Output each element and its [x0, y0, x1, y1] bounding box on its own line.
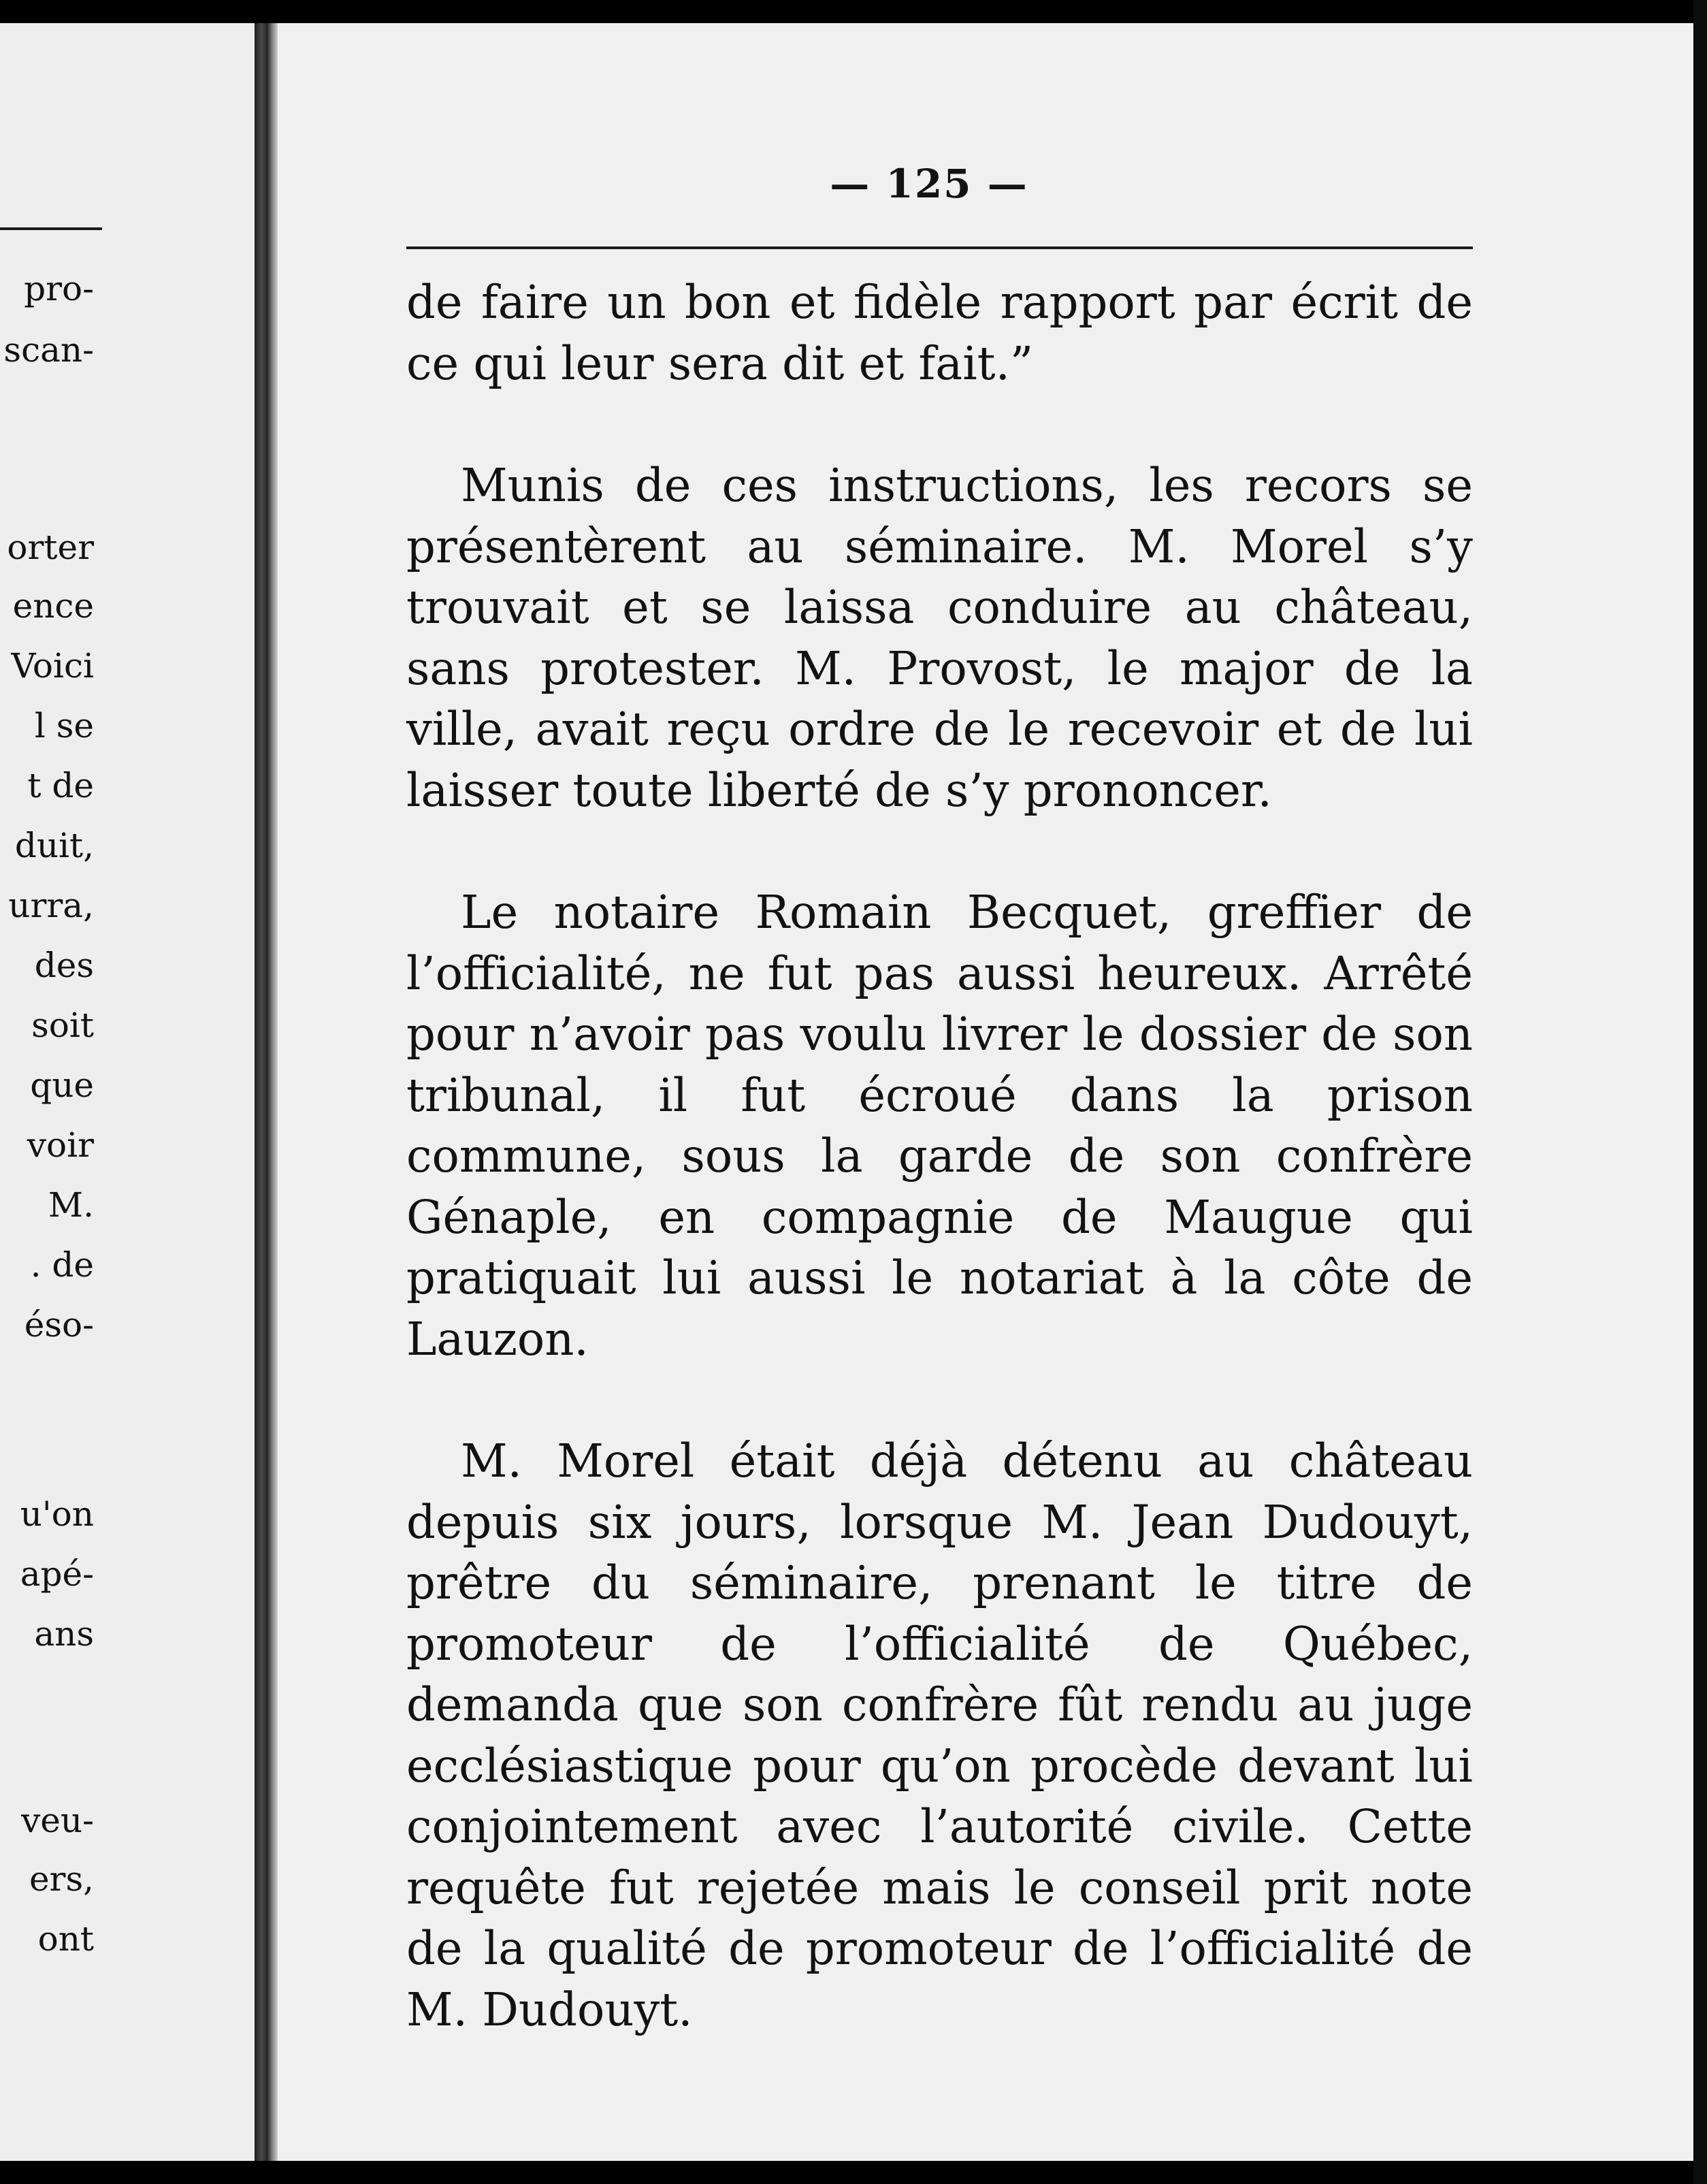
left-page-rule	[0, 227, 102, 230]
left-fragment: ans	[34, 1614, 94, 1654]
left-fragment: ers,	[29, 1859, 94, 1899]
left-fragment: t de	[27, 766, 94, 805]
paragraph: M. Morel était déjà détenu au château depuis six jours, lorsque M. Jean Dudouyt, prêtre du séminaire, prenant le titre de promoteur de l’officialité de Québec, demanda que son confrère fût rendu au juge ecclésiastique pour qu’on procède devant lui conjointement avec l’autorité civile. Cette requête fut rejetée mais le conseil prit note de la qualité de promoteur de l’officialité de M. Dudouyt.	[406, 1434, 1473, 2036]
left-fragment: duit,	[14, 826, 94, 865]
left-fragment: scan-	[3, 330, 94, 370]
left-fragment: que	[30, 1065, 94, 1105]
left-fragment: Voici	[11, 646, 94, 686]
left-fragment: orter	[7, 528, 94, 567]
left-fragment: urra,	[8, 886, 94, 925]
body-text	[406, 272, 1473, 2040]
left-fragment: ont	[37, 1919, 94, 1959]
left-facing-page	[0, 23, 255, 2161]
left-fragment: ence	[12, 586, 94, 626]
left-fragment: voir	[27, 1125, 94, 1165]
left-fragment: des	[34, 946, 94, 985]
paragraph-continuation: de faire un bon et fidèle rapport par écrit de ce qui leur sera dit et fait.”	[406, 276, 1473, 390]
paragraph: Le notaire Romain Becquet, greffier de l’officialité, ne fut pas aussi heureux. Arrêté pour n’avoir pas voulu livrer le dossier de son tribunal, il fut écroué dans la prison commune, sous la garde de son confrère Génaple, en compagnie de Maugue qui pratiquait lui aussi le notariat à la côte de Lauzon.	[406, 886, 1473, 1366]
left-fragment: M.	[48, 1185, 94, 1225]
paragraph: Munis de ces instructions, les recors se présentèrent au séminaire. M. Morel s’y trouvait et se laissa conduire au château, sans protester. M. Provost, le major de la ville, avait reçu ordre de le recevoir et de lui laisser toute liberté de s’y prononcer.	[406, 459, 1473, 817]
left-fragment: . de	[30, 1245, 94, 1285]
page-number: — 125 —	[830, 161, 1028, 207]
left-fragment: pro-	[24, 269, 94, 308]
left-fragment: u'on	[20, 1494, 94, 1534]
scan-edge	[1693, 0, 1707, 2184]
left-fragment: soit	[31, 1006, 94, 1045]
header-rule	[406, 246, 1473, 249]
left-fragment: l se	[34, 706, 94, 745]
left-fragment: apé-	[20, 1554, 94, 1594]
left-fragment: veu-	[21, 1801, 94, 1840]
left-fragment: éso-	[24, 1305, 94, 1345]
book-gutter	[255, 23, 278, 2161]
